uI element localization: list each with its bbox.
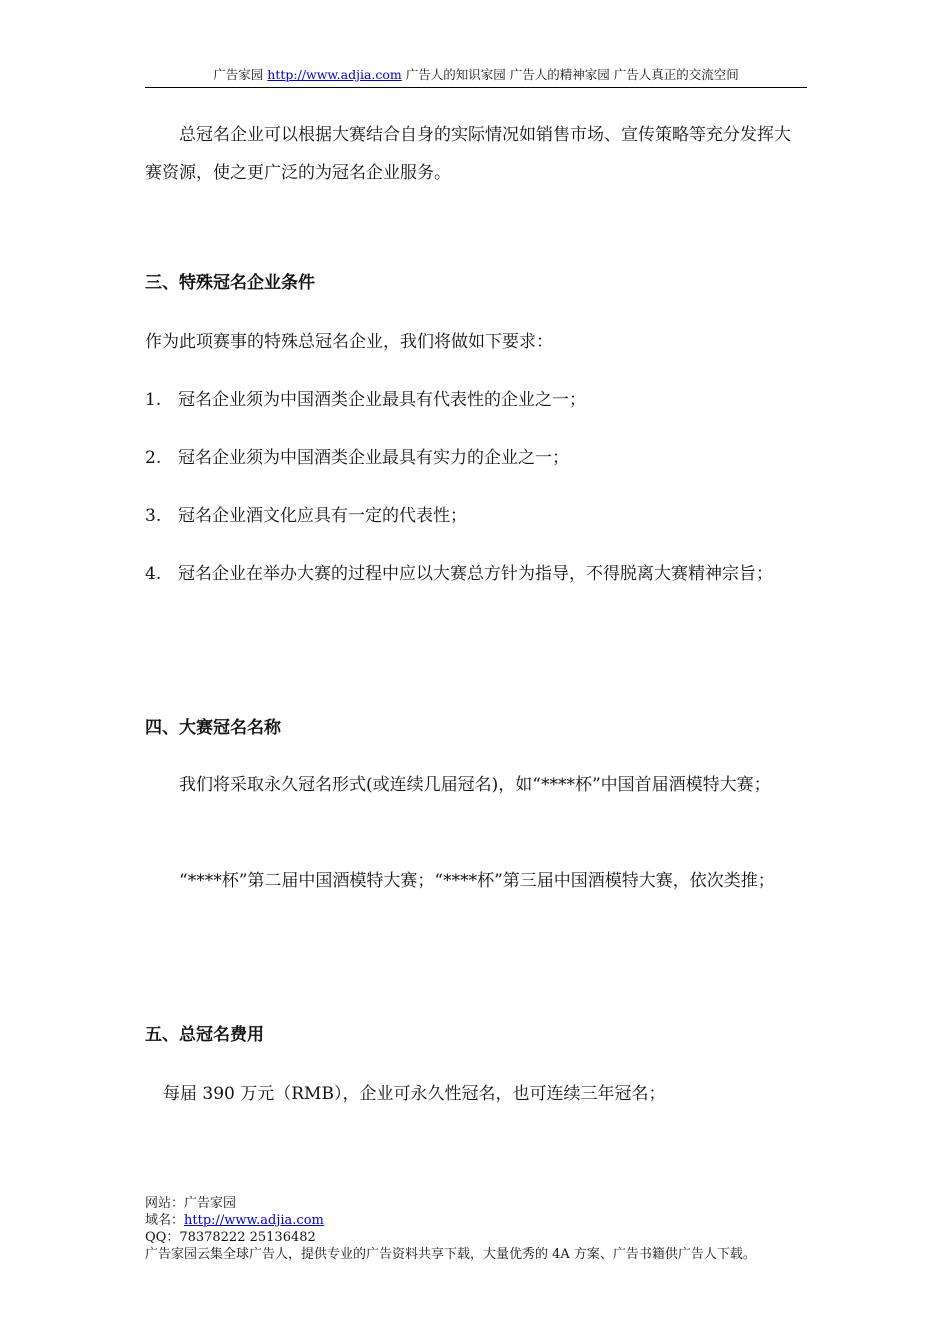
list-item-number: 3. xyxy=(145,506,162,526)
footer-domain xyxy=(145,1212,756,1229)
header-prefix: 广告家园 xyxy=(213,67,264,82)
header-site-link[interactable]: http://www.adjia.com xyxy=(267,67,402,82)
footer-domain-link[interactable]: http://www.adjia.com xyxy=(184,1213,324,1228)
page-footer xyxy=(145,1195,756,1263)
footer-domain-label: 域名： xyxy=(145,1213,185,1228)
section-4-heading: 四、大赛冠名名称 xyxy=(145,718,281,738)
list-item-number: 4. xyxy=(145,564,162,584)
list-item xyxy=(145,497,807,535)
intro-paragraph: 总冠名企业可以根据大赛结合自身的实际情况如销售市场、宣传策略等充分发挥大赛资源，使之更广泛的为冠名企业服务。 xyxy=(145,125,791,183)
header-suffix: 广告人的知识家园 广告人的精神家园 广告人真正的交流空间 xyxy=(405,67,739,82)
list-item-number: 2. xyxy=(145,448,162,468)
footer-tagline: 广告家园云集全球广告人，提供专业的广告资料共享下载，大量优秀的 4A 方案、广告书籍供广告人下载。 xyxy=(145,1247,756,1262)
section-3-lead: 作为此项赛事的特殊总冠名企业，我们将做如下要求： xyxy=(145,332,553,352)
section-4-paragraph-2: “****杯”第二届中国酒模特大赛；“****杯”第三届中国酒模特大赛，依次类推； xyxy=(179,871,775,891)
section-4-paragraph-1: 我们将采取永久冠名形式(或连续几届冠名)，如“****杯”中国首届酒模特大赛； xyxy=(179,775,771,795)
footer-qq: QQ：78378222 25136482 xyxy=(145,1230,316,1245)
list-item-text: 冠名企业须为中国酒类企业最具有实力的企业之一； xyxy=(178,448,569,468)
list-item xyxy=(145,381,807,419)
section-5-paragraph: 每届 390 万元（RMB），企业可永久性冠名，也可连续三年冠名； xyxy=(163,1084,666,1104)
list-item xyxy=(145,439,807,477)
list-item-text: 冠名企业须为中国酒类企业最具有代表性的企业之一； xyxy=(178,390,586,410)
list-item-number: 1. xyxy=(145,390,162,410)
footer-website: 网站：广告家园 xyxy=(145,1196,237,1211)
list-item xyxy=(145,555,807,593)
header-divider xyxy=(145,87,807,88)
list-item-text: 冠名企业在举办大赛的过程中应以大赛总方针为指导，不得脱离大赛精神宗旨； xyxy=(178,564,773,584)
section-3-heading: 三、特殊冠名企业条件 xyxy=(145,273,315,293)
page-header xyxy=(145,66,807,84)
list-item-text: 冠名企业酒文化应具有一定的代表性； xyxy=(178,506,467,526)
section-5-heading: 五、总冠名费用 xyxy=(145,1025,264,1045)
